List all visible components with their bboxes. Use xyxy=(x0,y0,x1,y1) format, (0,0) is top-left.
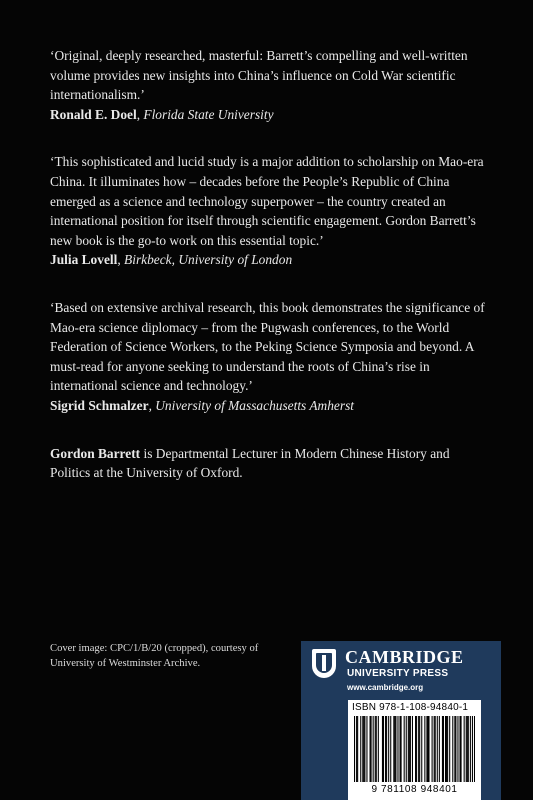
quote-affiliation: University of Massachusetts Amherst xyxy=(155,397,355,413)
barcode-panel xyxy=(348,700,481,800)
quote-author: Ronald E. Doel xyxy=(50,106,137,122)
publisher-box xyxy=(301,641,501,800)
author-bio xyxy=(50,444,490,483)
barcode-digits: 9 781108 948401 xyxy=(371,784,458,795)
cover-image-credit: Cover image: CPC/1/B/20 (cropped), courtesy of University of Westminster Archive. xyxy=(50,643,259,669)
quote-affiliation: Florida State University xyxy=(143,106,274,122)
quote-author: Sigrid Schmalzer xyxy=(50,397,149,413)
quote-text: ‘This sophisticated and lucid study is a major addition to scholarship on Mao-era China. It illuminates how – decades before the People’s Republic of China emerged as a science and technology superpower – the country created an international position for itself through scientific engagement. Gordon Barrett’s new book is the go-to work on this essential topic.’ xyxy=(50,154,484,248)
endorsement-1 xyxy=(50,46,490,124)
quote-attribution: Sigrid Schmalzer, University of Massachusetts Amherst xyxy=(50,397,355,413)
quote-attribution: Ronald E. Doel, Florida State University xyxy=(50,106,274,122)
quote-text: ‘Original, deeply researched, masterful: Barrett’s compelling and well-written volume provides new insights into China’s influence on Cold War scientific internationalism.’ xyxy=(50,48,468,103)
publisher-url: www.cambridge.org xyxy=(347,683,424,692)
quote-affiliation: Birkbeck, University of London xyxy=(124,252,293,268)
bio-text: is Departmental Lecturer in Modern Chinese History and Politics at the University of Oxford. xyxy=(50,445,450,481)
isbn-label: ISBN 978-1-108-94840-1 xyxy=(352,702,469,713)
publisher-press: UNIVERSITY PRESS xyxy=(347,668,449,679)
barcode-icon xyxy=(354,716,475,782)
endorsements xyxy=(50,46,490,483)
cambridge-shield-icon xyxy=(312,649,336,678)
quote-author: Julia Lovell xyxy=(50,252,118,268)
publisher-name: CAMBRIDGE xyxy=(345,647,464,667)
quote-attribution: Julia Lovell, Birkbeck, University of London xyxy=(50,252,293,268)
endorsement-3 xyxy=(50,298,490,416)
bio-author-name: Gordon Barrett xyxy=(50,445,141,461)
quote-text: ‘Based on extensive archival research, this book demonstrates the significance of Mao-era science diplomacy – from the Pugwash conferences, to the World Federation of Science Workers, to the Peking Science Symposia and beyond. A must-read for anyone seeking to understand the roots of China’s rise in international science and technology.’ xyxy=(50,299,485,394)
endorsement-2 xyxy=(50,152,490,270)
